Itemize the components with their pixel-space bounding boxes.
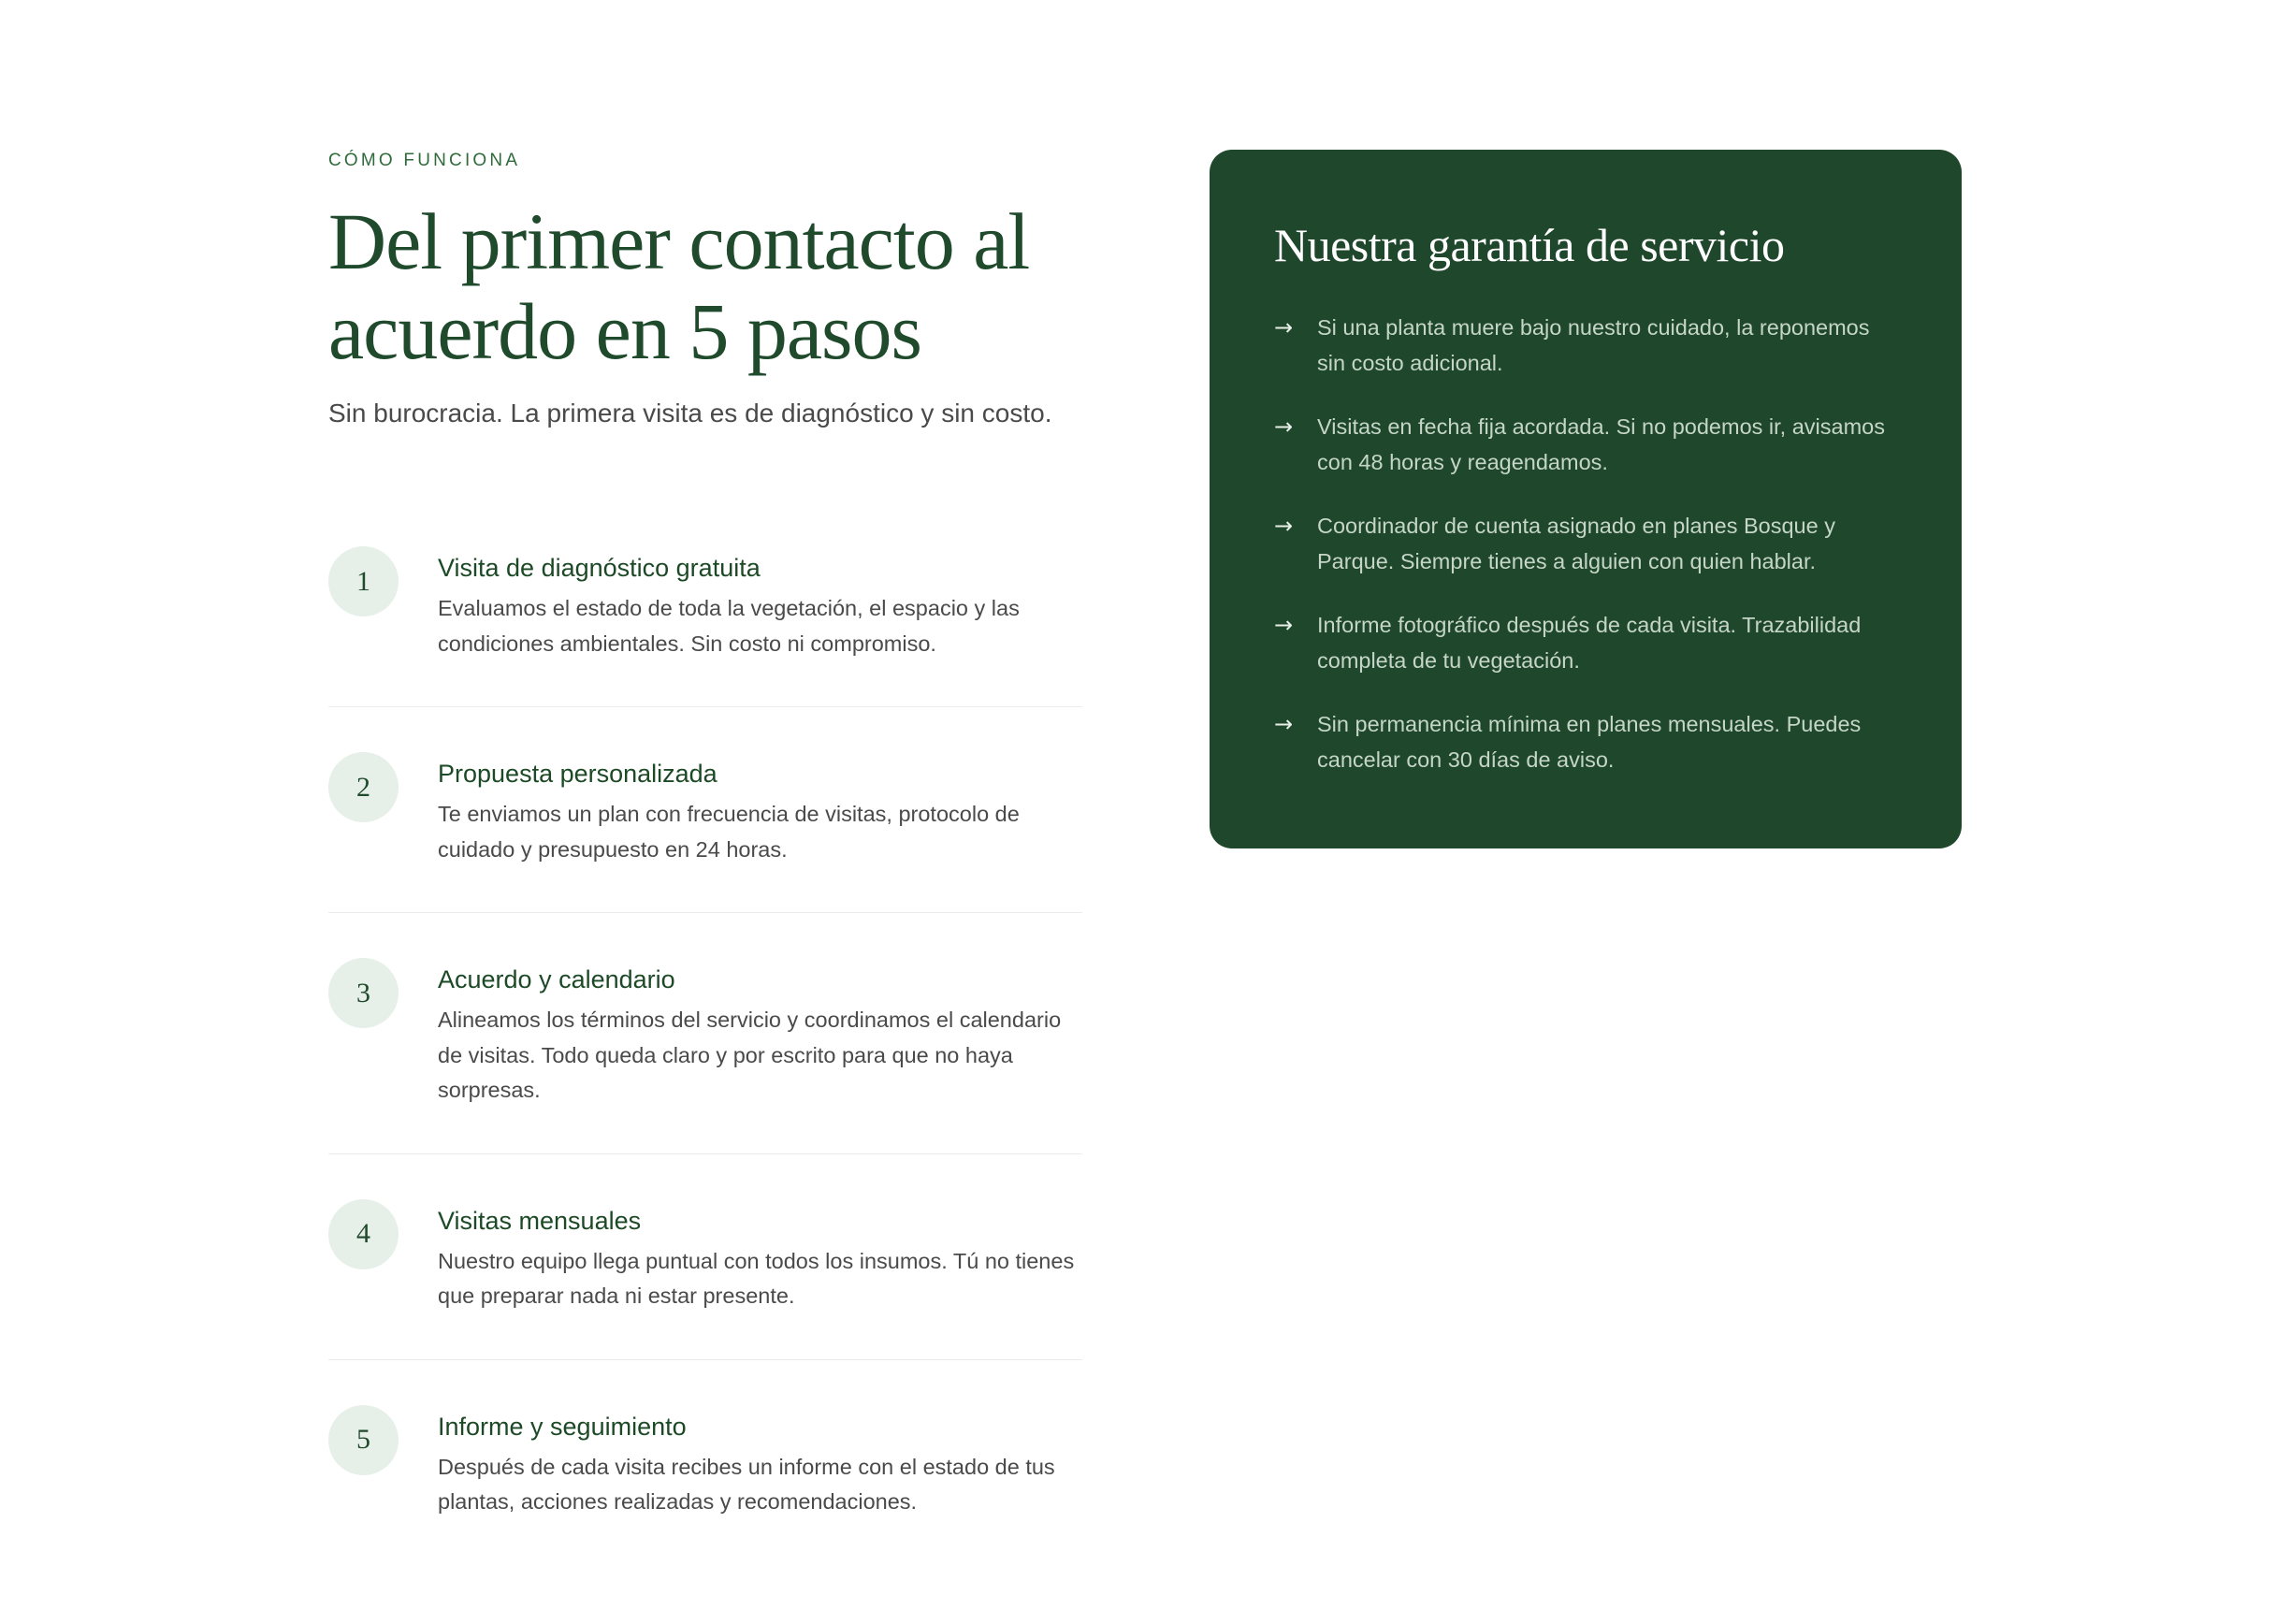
step-item xyxy=(328,958,1082,1154)
step-description: Después de cada visita recibes un informe con el estado de tus plantas, acciones realizadas y recomendaciones. xyxy=(438,1454,1055,1514)
step-description: Alineamos los términos del servicio y coordinamos el calendario de visitas. Todo queda claro y por escrito para que no haya sorpresas. xyxy=(438,1008,1062,1102)
guarantee-text: Si una planta muere bajo nuestro cuidado, la reponemos sin costo adicional. xyxy=(1317,315,1870,375)
step-number-badge: 2 xyxy=(328,752,399,822)
guarantee-list xyxy=(1274,311,1897,777)
eyebrow-label: CÓMO FUNCIONA xyxy=(328,151,521,170)
step-title: Visita de diagnóstico gratuita xyxy=(438,554,761,582)
step-description: Te enviamos un plan con frecuencia de visitas, protocolo de cuidado y presupuesto en 24 horas. xyxy=(438,802,1020,862)
step-item xyxy=(328,752,1082,913)
step-item xyxy=(328,1199,1082,1360)
arrow-right-icon: → xyxy=(1274,612,1294,638)
arrow-right-icon: → xyxy=(1274,513,1294,539)
step-title: Visitas mensuales xyxy=(438,1206,642,1235)
step-title: Informe y seguimiento xyxy=(438,1412,687,1441)
guarantee-item xyxy=(1274,509,1897,579)
step-content xyxy=(438,1405,1082,1520)
guarantee-card-title: Nuestra garantía de servicio xyxy=(1274,219,1785,271)
guarantee-item xyxy=(1274,410,1897,480)
guarantee-item xyxy=(1274,311,1897,381)
arrow-right-icon: → xyxy=(1274,413,1294,440)
section-subtitle: Sin burocracia. La primera visita es de diagnóstico y sin costo. xyxy=(328,399,1052,428)
step-number-badge: 4 xyxy=(328,1199,399,1269)
step-item xyxy=(328,546,1082,707)
step-number-badge: 5 xyxy=(328,1405,399,1475)
guarantee-item xyxy=(1274,707,1897,777)
guarantee-text: Coordinador de cuenta asignado en planes Bosque y Parque. Siempre tienes a alguien con quien hablar. xyxy=(1317,514,1835,573)
step-number-badge: 1 xyxy=(328,546,399,616)
steps-list xyxy=(328,546,1082,1565)
title-line-2: acuerdo en 5 pasos xyxy=(328,286,921,376)
step-content xyxy=(438,1199,1082,1314)
title-line-1: Del primer contacto al xyxy=(328,196,1030,286)
guarantee-card xyxy=(1210,150,1962,848)
guarantee-item xyxy=(1274,608,1897,678)
step-number-badge: 3 xyxy=(328,958,399,1028)
step-content xyxy=(438,546,1082,661)
step-title: Acuerdo y calendario xyxy=(438,965,675,993)
step-title: Propuesta personalizada xyxy=(438,760,717,788)
arrow-right-icon: → xyxy=(1274,314,1294,341)
guarantee-text: Visitas en fecha fija acordada. Si no podemos ir, avisamos con 48 horas y reagendamos. xyxy=(1317,414,1885,474)
step-item xyxy=(328,1405,1082,1565)
page-title xyxy=(328,196,1082,376)
step-description: Nuestro equipo llega puntual con todos los insumos. Tú no tienes que preparar nada ni estar presente. xyxy=(438,1248,1075,1308)
step-content xyxy=(438,752,1082,867)
step-description: Evaluamos el estado de toda la vegetación, el espacio y las condiciones ambientales. Sin costo ni compromiso. xyxy=(438,596,1020,656)
guarantee-text: Sin permanencia mínima en planes mensuales. Puedes cancelar con 30 días de aviso. xyxy=(1317,712,1862,772)
guarantee-text: Informe fotográfico después de cada visita. Trazabilidad completa de tu vegetación. xyxy=(1317,613,1862,673)
step-content xyxy=(438,958,1082,1109)
arrow-right-icon: → xyxy=(1274,711,1294,737)
section-header xyxy=(328,150,1082,430)
